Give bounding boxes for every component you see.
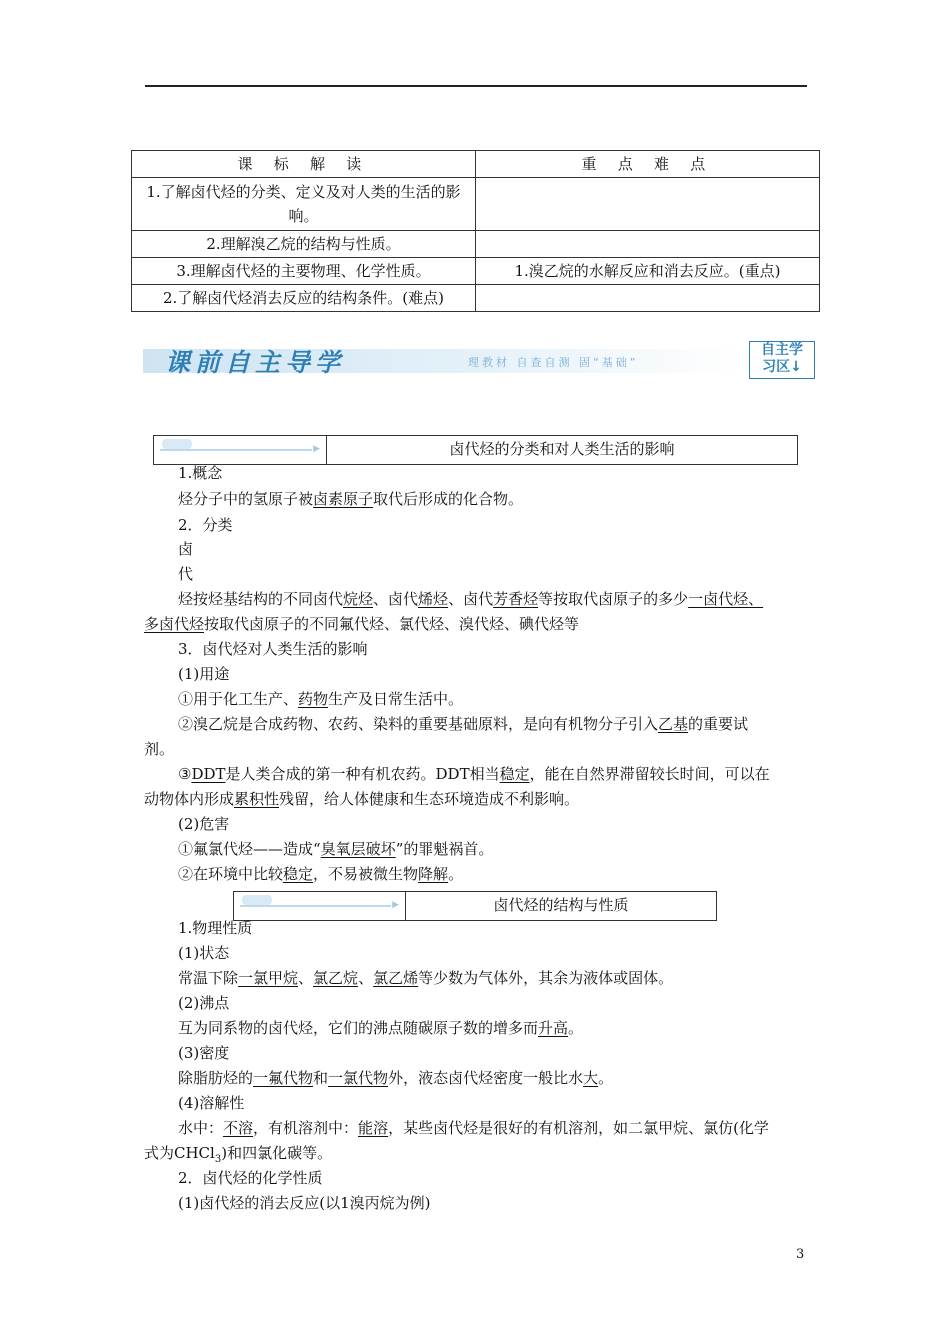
para-class-detail-2: 多卤代烃按取代卤原子的不同氟代烃、氯代烃、溴代烃、碘代烃等: [144, 615, 580, 633]
section-title: 卤代烃的分类和对人类生活的影响: [449, 440, 675, 458]
knowledge-point-tag: [154, 436, 327, 464]
para-density-detail: 除脂肪烃的一氟代物和一氯代物外，液态卤代烃密度一般比水大。: [178, 1069, 614, 1087]
table-header-standards: 课 标 解 读: [132, 151, 476, 178]
para-elimination: (1)卤代烃的消去反应(以1溴丙烷为例): [178, 1194, 431, 1212]
para-hazards: (2)危害: [178, 815, 230, 833]
table-cell: 2.了解卤代烃消去反应的结构条件。(难点): [132, 285, 476, 312]
table-cell: 1.了解卤代烃的分类、定义及对人类的生活的影响。: [132, 178, 476, 231]
table-row: [132, 258, 820, 285]
para-concept-def: 烃分子中的氢原子被卤素原子取代后形成的化合物。: [178, 490, 524, 508]
banner-title: 课前自主导学: [165, 348, 346, 377]
table-cell: 1.溴乙烷的水解反应和消去反应。(重点): [476, 258, 820, 285]
objectives-table: [131, 150, 820, 312]
table-cell: [476, 285, 820, 312]
tag-pill-icon: [162, 439, 192, 449]
para-state-detail: 常温下除一氯甲烷、氯乙烷、氯乙烯等少数为气体外，其余为液体或固体。: [178, 969, 674, 987]
self-study-badge: [749, 341, 815, 379]
para-hazard-1: ①氟氯代烃——造成“臭氧层破坏”的罪魁祸首。: [178, 840, 494, 858]
header-rule: [145, 85, 807, 87]
section-title: 卤代烃的结构与性质: [493, 896, 629, 914]
para-impact: 3．卤代烃对人类生活的影响: [178, 640, 368, 658]
table-row: [132, 285, 820, 312]
table-cell: 3.理解卤代烃的主要物理、化学性质。: [132, 258, 476, 285]
para-state: (1)状态: [178, 944, 230, 962]
arrow-right-icon: ▶: [392, 900, 399, 910]
para-concept: 1.概念: [178, 464, 223, 482]
para-classification: 2．分类: [178, 516, 233, 534]
para-density: (3)密度: [178, 1044, 230, 1062]
section-heading-2: [233, 891, 717, 921]
para-use-2-cont: 剂。: [144, 740, 175, 758]
para-char-lu: 卤: [178, 540, 194, 558]
para-physical: 1.物理性质: [178, 919, 253, 937]
para-chemical: 2．卤代烃的化学性质: [178, 1169, 323, 1187]
table-row: [132, 231, 820, 258]
table-row: [132, 178, 820, 231]
table-row: [132, 151, 820, 178]
section-banner: [143, 341, 817, 379]
badge-line-1: 自主学: [761, 342, 803, 358]
para-use-2: ②溴乙烷是合成药物、农药、染料的重要基础原料，是向有机物分子引入乙基的重要试: [178, 715, 749, 733]
para-solubility-cont: 式为CHCl$_3$)和四氯化碳等。: [144, 1144, 333, 1165]
tag-pill-icon: [242, 895, 272, 905]
arrow-right-icon: ▶: [313, 444, 320, 454]
para-class-detail: 烃按烃基结构的不同卤代烷烃、卤代烯烃、卤代芳香烃等按取代卤原子的多少一卤代烃、: [178, 590, 764, 608]
table-header-key-points: 重 点 难 点: [476, 151, 820, 178]
para-use-1: ①用于化工生产、药物生产及日常生活中。: [178, 690, 464, 708]
para-boiling: (2)沸点: [178, 994, 230, 1012]
knowledge-point-tag: [234, 892, 406, 920]
para-char-dai: 代: [178, 565, 194, 583]
table-cell: [476, 231, 820, 258]
page-number: 3: [796, 1247, 805, 1262]
para-solubility: (4)溶解性: [178, 1094, 245, 1112]
para-boiling-detail: 互为同系物的卤代烃，它们的沸点随碳原子数的增多而升高。: [178, 1019, 584, 1037]
table-cell: 2.理解溴乙烷的结构与性质。: [132, 231, 476, 258]
banner-subtitle: 理教材 自查自测 固“基础”: [468, 356, 639, 369]
para-use-3: ③DDT是人类合成的第一种有机农药。DDT相当稳定，能在自然界滞留较长时间，可以在: [178, 765, 770, 783]
section-heading-1: [153, 435, 798, 465]
tag-line: [240, 905, 391, 907]
para-hazard-2: ②在环境中比较稳定，不易被微生物降解。: [178, 865, 464, 883]
para-uses: (1)用途: [178, 665, 230, 683]
table-cell: [476, 178, 820, 231]
tag-line: [160, 449, 312, 451]
badge-line-2: 习区↓: [762, 359, 802, 375]
para-use-3-cont: 动物体内形成累积性残留，给人体健康和生态环境造成不利影响。: [144, 790, 580, 808]
para-solubility-detail: 水中：不溶，有机溶剂中：能溶，某些卤代烃是很好的有机溶剂，如二氯甲烷、氯仿(化学: [178, 1119, 769, 1137]
